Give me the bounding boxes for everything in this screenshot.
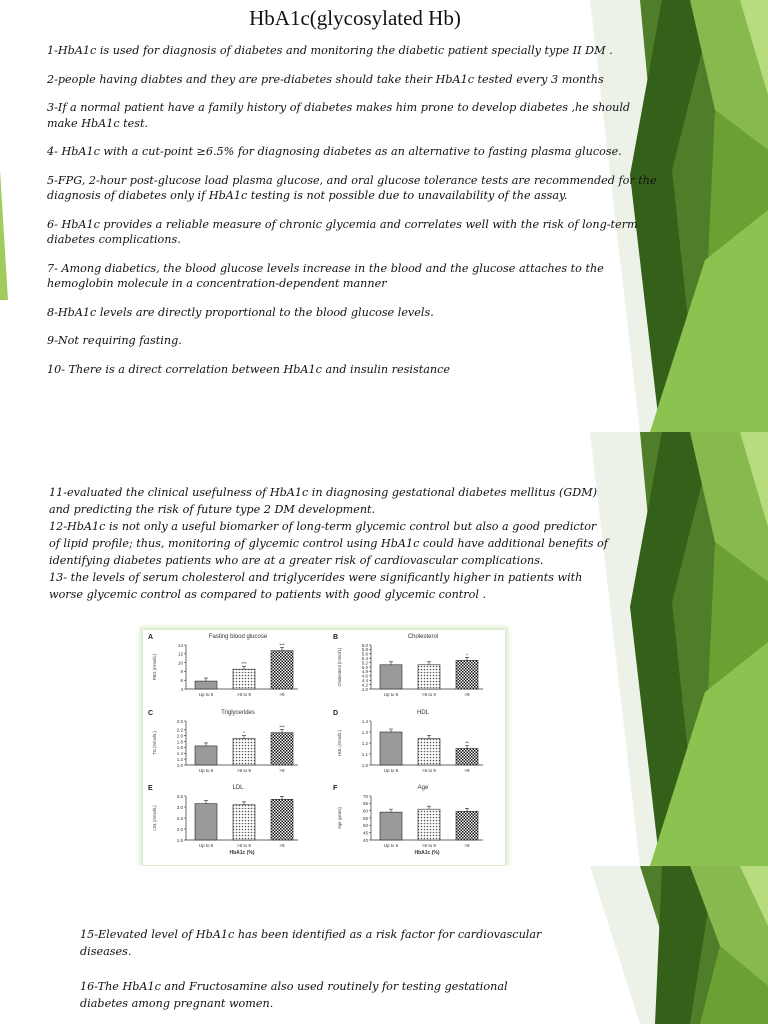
list-item: 3-If a normal patient have a family history of diabetes makes him prone to develop diabetes ,he should make HbA1c test. <box>47 101 631 130</box>
error-bar <box>427 736 431 739</box>
x-tick-label: Up to 6 <box>383 768 399 773</box>
panel-letter: E <box>148 785 153 792</box>
significance-label: ** <box>465 740 469 746</box>
bar <box>195 746 217 765</box>
x-tick-label: >6 to 9 <box>422 692 436 697</box>
bar <box>456 749 478 766</box>
chart-panel-c <box>148 710 318 784</box>
list-item: 11-evaluated the clinical usefulness of HbA1c in diagnosing gestational diabetes mellitus (GDM) and predicting the risk of future type 2 DM development. <box>49 486 598 516</box>
y-axis-label: TG (mmol/L) <box>152 731 157 755</box>
y-tick-label: 1.8 <box>176 739 183 745</box>
list-item: 15-Elevated level of HbA1c has been identified as a risk factor for cardiovascular diseases. <box>80 928 542 958</box>
list-item: 13- the levels of serum cholesterol and triglycerides were significantly higher in patients with worse glycemic control as compared to patients with good glycemic control . <box>49 571 583 601</box>
y-tick-label: 3.0 <box>176 804 183 810</box>
significance-label: *** <box>279 642 285 648</box>
error-bar <box>389 809 393 812</box>
error-bar <box>280 648 284 651</box>
y-tick-label: 5.8 <box>361 647 368 653</box>
panel-plot <box>333 641 498 705</box>
y-tick-label: 6.0 <box>361 642 368 648</box>
bar <box>271 799 293 840</box>
y-tick-label: 6 <box>180 678 183 683</box>
panel-letter: D <box>333 710 339 717</box>
y-tick-label: 4.8 <box>361 669 368 675</box>
bar <box>233 669 255 689</box>
error-bar <box>242 736 246 739</box>
bar <box>195 804 217 840</box>
slide-3-text <box>80 926 550 1030</box>
chart-panel-a <box>148 634 318 708</box>
error-bar <box>204 678 208 681</box>
y-tick-label: 2.2 <box>176 727 183 733</box>
y-tick-label: 50 <box>362 823 368 829</box>
y-tick-label: 60 <box>362 808 368 814</box>
y-tick-label: 2.0 <box>176 826 183 832</box>
error-bar <box>465 746 469 749</box>
error-bar <box>465 657 469 660</box>
x-tick-label: >9 <box>464 692 470 697</box>
list-item: 8-HbA1c levels are directly proportional to the blood glucose levels. <box>47 305 434 319</box>
x-tick-label: Up to 6 <box>198 768 214 773</box>
chart-panel-f <box>333 785 503 859</box>
error-bar <box>204 801 208 804</box>
panel-title: Cholesterol <box>407 634 439 640</box>
x-tick-label: >6 to 9 <box>237 843 251 848</box>
x-tick-label: >9 <box>464 768 470 773</box>
error-bar <box>389 662 393 665</box>
x-tick-label: >9 <box>464 843 470 848</box>
y-tick-label: 4.4 <box>361 678 368 683</box>
panel-letter: C <box>148 710 154 717</box>
panel-plot <box>148 717 313 781</box>
bar <box>271 651 293 689</box>
error-bar <box>280 730 284 733</box>
error-bar <box>280 796 284 799</box>
error-bar <box>465 808 469 811</box>
x-tick-label: >9 <box>279 768 285 773</box>
bar <box>380 665 402 689</box>
panel-plot <box>148 792 313 856</box>
y-tick-label: 10 <box>177 660 183 666</box>
y-axis-label: Age (years) <box>337 807 342 829</box>
y-tick-label: 12 <box>177 651 183 657</box>
bar <box>271 733 293 765</box>
y-tick-label: 8 <box>180 669 183 675</box>
panel-title: LDL <box>232 785 244 791</box>
bar <box>380 812 402 840</box>
y-tick-label: 40 <box>362 837 368 843</box>
bar <box>418 665 440 689</box>
y-tick-label: 1.5 <box>176 837 183 843</box>
error-bar <box>204 743 208 746</box>
y-axis-label: LDL (mmol/L) <box>152 805 157 831</box>
chart-panel-d <box>333 710 503 784</box>
slide-title: HbA1c(glycosylated Hb) <box>249 6 461 30</box>
y-tick-label: 4.6 <box>361 673 368 679</box>
y-tick-label: 1.0 <box>176 762 183 768</box>
list-item: 6- HbA1c provides a reliable measure of chronic glycemia and correlates well with the risk of long-term diabetes complications. <box>47 217 638 246</box>
y-tick-label: 1.0 <box>361 762 368 768</box>
panel-letter: A <box>148 634 154 641</box>
y-tick-label: 1.2 <box>361 740 368 746</box>
list-item: 10- There is a direct correlation between HbA1c and insulin resistance <box>47 362 450 376</box>
y-tick-label: 2.0 <box>176 733 183 739</box>
list-item: 5-FPG, 2-hour post-glucose load plasma glucose, and oral glucose tolerance tests are recommended for the diagnosis of diabetes only if HbA1c testing is not possible due to unavailability of the assay. <box>47 173 657 202</box>
error-bar <box>242 666 246 669</box>
error-bar <box>389 729 393 732</box>
y-axis-label: Cholesterol (mmol/L) <box>337 647 342 687</box>
y-tick-label: 4 <box>180 686 183 692</box>
x-tick-label: Up to 6 <box>198 843 214 848</box>
bar <box>418 739 440 765</box>
y-tick-label: 5.6 <box>361 651 368 657</box>
y-tick-label: 5.0 <box>361 664 368 670</box>
x-tick-label: >9 <box>279 843 285 848</box>
x-tick-label: >9 <box>279 692 285 697</box>
y-tick-label: 14 <box>177 642 183 648</box>
panel-letter: B <box>333 634 339 641</box>
error-bar <box>242 802 246 805</box>
list-item: 7- Among diabetics, the blood glucose levels increase in the blood and the glucose attaches to the hemoglobin molecule in a concentration-dependent manner <box>47 261 604 290</box>
bar <box>195 681 217 689</box>
significance-label: *** <box>241 661 247 667</box>
y-tick-label: 1.6 <box>176 745 183 751</box>
y-tick-label: 65 <box>362 801 368 807</box>
y-axis-label: HDL (mmol/L) <box>337 730 342 756</box>
significance-label: * <box>243 730 245 736</box>
y-tick-label: 3.5 <box>176 793 183 799</box>
panel-title: Age <box>417 785 429 791</box>
y-tick-label: 2.5 <box>176 718 183 724</box>
x-tick-label: >6 to 9 <box>422 843 436 848</box>
error-bar <box>427 806 431 809</box>
panel-title: Fasting blood glucose <box>208 634 268 640</box>
y-tick-label: 1.2 <box>176 756 183 762</box>
chart-panel-b <box>333 634 503 708</box>
error-bar <box>427 662 431 665</box>
y-tick-label: 2.5 <box>176 815 183 821</box>
y-tick-label: 1.3 <box>361 729 368 735</box>
list-item: 4- HbA1c with a cut-point ≥6.5% for diagnosing diabetes as an alternative to fasting plasma glucose. <box>47 145 622 158</box>
bar <box>418 809 440 840</box>
x-axis-label: HbA1c (%) <box>414 850 440 856</box>
x-tick-label: >6 to 9 <box>237 768 251 773</box>
significance-label: * <box>466 652 468 658</box>
x-tick-label: >6 to 9 <box>422 768 436 773</box>
y-tick-label: 5.2 <box>361 660 368 666</box>
y-tick-label: 1.4 <box>176 751 183 757</box>
y-tick-label: 45 <box>362 830 368 836</box>
list-item: 9-Not requiring fasting. <box>47 334 182 347</box>
y-axis-label: FBG (mmol/L) <box>152 653 157 681</box>
bar-chart-figure <box>143 630 505 865</box>
bar <box>233 739 255 765</box>
list-item: 16-The HbA1c and Fructosamine also used routinely for testing gestational diabetes among pregnant women. <box>80 980 508 1010</box>
bar <box>456 660 478 689</box>
x-tick-label: >6 to 9 <box>237 692 251 697</box>
panel-plot <box>333 717 498 781</box>
bar <box>233 805 255 840</box>
y-tick-label: 4.0 <box>361 686 368 692</box>
list-item: 12-HbA1c is not only a useful biomarker of long-term glycemic control but also a good predictor of lipid profile; thus, monitoring of glycemic control using HbA1c could have additional benefits of identifying diabetes patients who are at a greater risk of cardiovascular complications. <box>49 520 608 567</box>
bar <box>456 811 478 840</box>
y-tick-label: 4.2 <box>361 682 368 688</box>
x-tick-label: Up to 6 <box>383 692 399 697</box>
y-tick-label: 1.1 <box>361 751 368 757</box>
significance-label: *** <box>279 724 285 730</box>
slide-2-text <box>49 484 609 603</box>
panel-plot <box>333 792 498 856</box>
list-item: 2-people having diabtes and they are pre-diabetes should take their HbA1c tested every 3 months <box>47 72 604 86</box>
y-tick-label: 1.4 <box>361 718 368 724</box>
x-tick-label: Up to 6 <box>198 692 214 697</box>
panel-letter: F <box>333 785 338 792</box>
x-axis-label: HbA1c (%) <box>229 850 255 856</box>
panel-title: Triglycerides <box>221 710 255 716</box>
slide-1-text <box>47 43 659 390</box>
chart-panel-e <box>148 785 318 859</box>
y-tick-label: 70 <box>362 793 368 799</box>
panel-title: HDL <box>416 710 429 716</box>
slide-1 <box>0 0 768 432</box>
y-tick-label: 55 <box>362 815 368 821</box>
x-tick-label: Up to 6 <box>383 843 399 848</box>
panel-plot <box>148 641 313 705</box>
bar <box>380 732 402 765</box>
y-tick-label: 5.4 <box>361 656 368 661</box>
list-item: 1-HbA1c is used for diagnosis of diabetes and monitoring the diabetic patient specially type II DM . <box>47 44 613 57</box>
